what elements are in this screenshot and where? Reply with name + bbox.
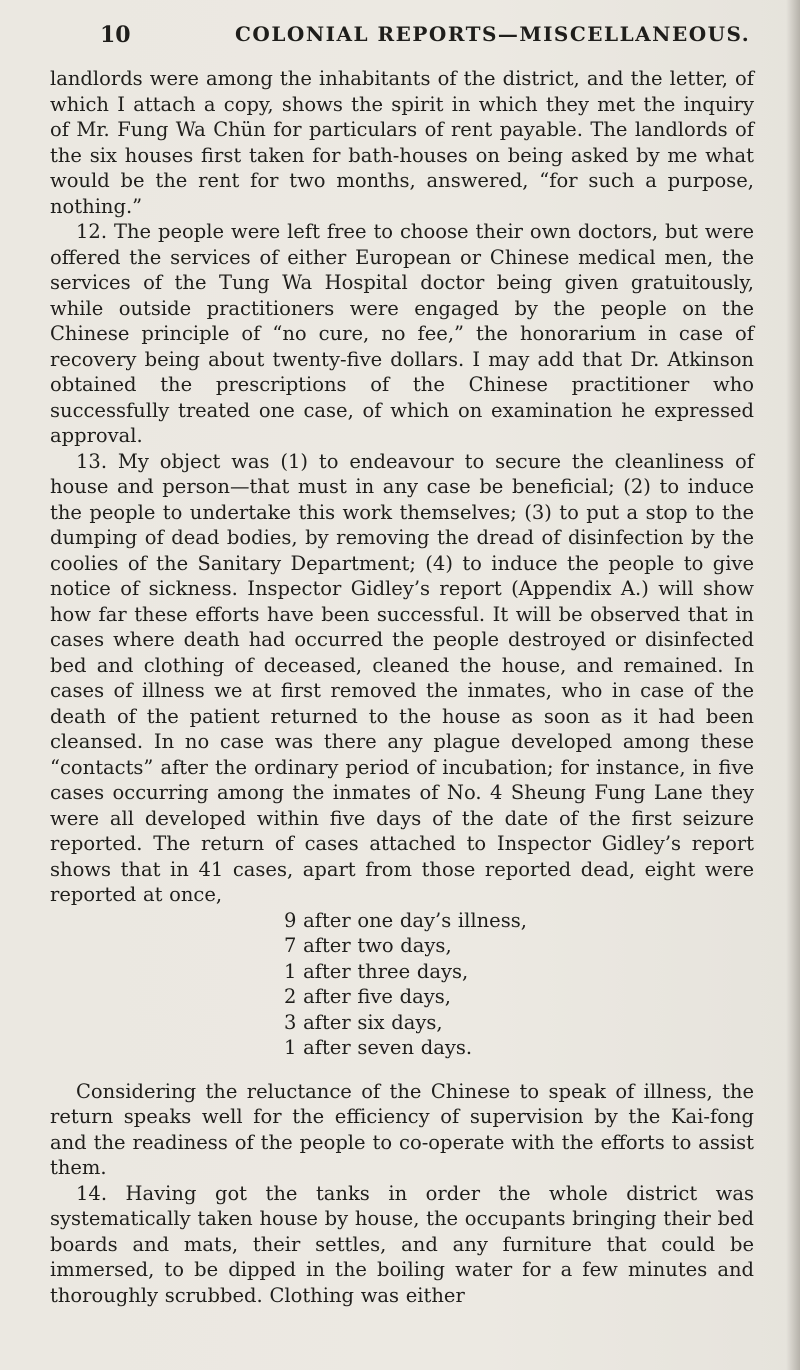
list-item: 9 after one day’s illness,: [284, 908, 527, 932]
list-item: 3 after six days,: [284, 1010, 443, 1034]
illness-duration-list: [50, 908, 754, 1061]
paragraph-13: 13. My object was (1) to endeavour to secure the cleanliness of house and person—that must in any case be beneficial; (2) to induce the people to undertake this work themselves; (3) to put a stop to the dumping of dead bodies, by removing the dread of disinfection by the coolies of the Sanitary Department; (4) to induce the people to give notice of sickness. Inspector Gidley’s report (Appendix A.) will show how far these efforts have been successful. It will be observed that in cases where death had occurred the people destroyed or disinfected bed and clothing of deceased, cleaned the house, and remained. In cases of illness we at first removed the inmates, who in case of the death of the patient returned to the house as soon as it had been cleansed. In no case was there any plague developed among these “contacts” after the ordinary period of incubation; for instance, in five cases occurring among the inmates of No. 4 Sheung Fung Lane they were all developed within five days of the date of the first seizure reported. The return of cases attached to Inspector Gidley’s report shows that in 41 cases, apart from those reported dead, eight were reported at once,: [50, 449, 754, 906]
list-item: 7 after two days,: [284, 934, 452, 957]
list-item: 1 after seven days.: [284, 1036, 473, 1059]
page-edge-shadow: [786, 0, 800, 1370]
paragraph-12: 12. The people were left free to choose their own doctors, but were offered the services of either European or Chinese medical men, the services of the Tung Wa Hospital doctor being given gratuitously, while outside practitioners were engaged by the people on the Chinese principle of “no cure, no fee,” the honorarium in case of recovery being about twenty-five dollars. I may add that Dr. Atkinson obtained the prescriptions of the Chinese practitioner who successfully treated one case, of which on examination he expressed approval.: [50, 220, 754, 447]
page-header: [100, 22, 760, 52]
page-number: 10: [100, 22, 131, 48]
paragraph-14: 14. Having got the tanks in order the whole district was systematically taken house by house, the occupants bringing their bed boards and mats, their settles, and any furniture that could be immersed, to be dipped in the boiling water for a few minutes and thoroughly scrubbed. Clothing was either: [50, 1181, 754, 1307]
paragraph-considering: Considering the reluctance of the Chinese to speak of illness, the return speaks well for the efficiency of supervision by the Kai-fong and the readiness of the people to co-operate with the efforts to assist them.: [50, 1079, 754, 1179]
list-item: 1 after three days,: [284, 959, 469, 983]
body-text: [50, 66, 754, 1308]
list-item: 2 after five days,: [284, 985, 451, 1008]
paragraph-continuation: landlords were among the inhabitants of the district, and the letter, of which I attach a copy, shows the spirit in which they met the inquiry of Mr. Fung Wa Chün for particulars of rent payable. The landlords of the six houses first taken for bath-houses on being asked by me what would be the rent for two months, answered, “for such a purpose, nothing.”: [50, 67, 754, 218]
running-head: COLONIAL REPORTS—MISCELLANEOUS.: [235, 22, 751, 46]
